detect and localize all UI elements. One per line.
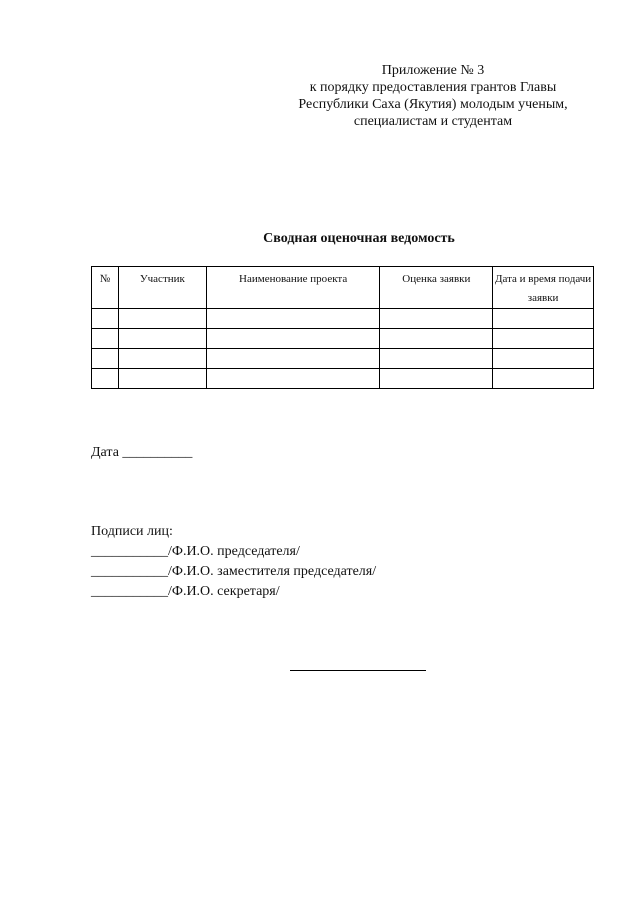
table-row <box>92 309 594 329</box>
table-cell <box>118 369 206 389</box>
table-cell <box>493 309 594 329</box>
table-cell <box>380 349 493 369</box>
table-cell <box>92 329 119 349</box>
date-field: Дата __________ <box>91 445 193 460</box>
evaluation-table <box>91 266 594 389</box>
table-cell <box>380 369 493 389</box>
appendix-line: Приложение № 3 <box>381 63 485 78</box>
appendix-header <box>283 62 583 130</box>
signature-line-deputy-chairman: ___________/Ф.И.О. заместителя председателя/ <box>91 564 377 579</box>
table-cell <box>118 329 206 349</box>
column-header-participant: Участник <box>118 267 206 309</box>
signature-line-chairman: ___________/Ф.И.О. председателя/ <box>91 544 300 559</box>
appendix-line: специалистам и студентам <box>353 114 513 129</box>
table-cell <box>206 309 380 329</box>
table-cell <box>206 349 380 369</box>
table-row <box>92 329 594 349</box>
table-row <box>92 369 594 389</box>
closing-separator-line <box>290 670 426 671</box>
table-cell <box>206 369 380 389</box>
signatures-heading: Подписи лиц: <box>91 524 173 539</box>
table-row <box>92 349 594 369</box>
table-cell <box>118 349 206 369</box>
table-cell <box>380 309 493 329</box>
table-cell <box>92 349 119 369</box>
table-cell <box>206 329 380 349</box>
table-cell <box>118 309 206 329</box>
table-cell <box>92 309 119 329</box>
table-header-row <box>92 267 594 309</box>
table-cell <box>493 369 594 389</box>
appendix-line: Республики Саха (Якутия) молодым ученым, <box>298 97 568 112</box>
table-cell <box>380 329 493 349</box>
column-header-score: Оценка заявки <box>380 267 493 309</box>
column-header-project-name: Наименование проекта <box>206 267 380 309</box>
signature-line-secretary: ___________/Ф.И.О. секретаря/ <box>91 584 280 599</box>
table-cell <box>92 369 119 389</box>
appendix-line: к порядку предоставления грантов Главы <box>309 80 557 95</box>
document-title: Сводная оценочная ведомость <box>263 231 455 246</box>
table-cell <box>493 329 594 349</box>
signatures-block <box>91 522 376 602</box>
column-header-number: № <box>92 267 119 309</box>
table-cell <box>493 349 594 369</box>
column-header-submission-datetime: Дата и время подачи заявки <box>493 267 594 309</box>
